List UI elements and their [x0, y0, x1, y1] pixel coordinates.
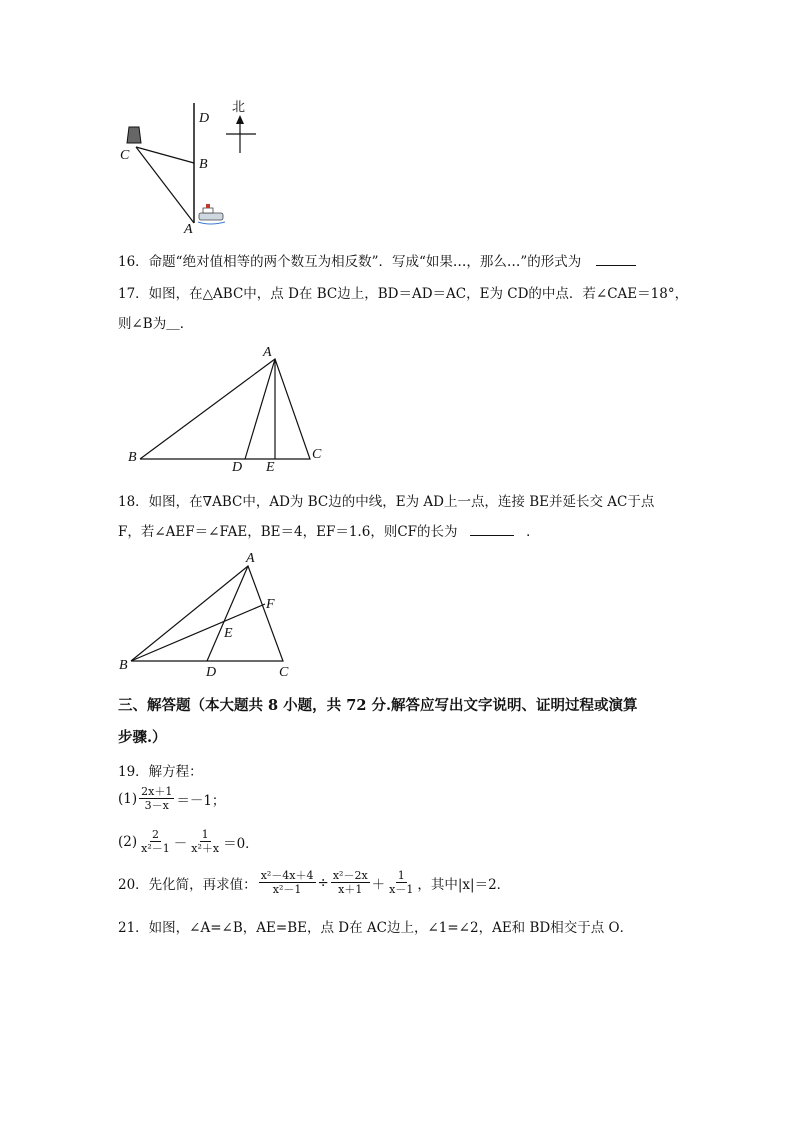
label-e: E: [266, 460, 275, 475]
part-1-label: (1): [118, 790, 138, 807]
label-c: C: [120, 148, 130, 163]
label-f: F: [266, 597, 275, 612]
segment-ca: [136, 147, 194, 223]
fraction-2a-denominator: x²－1: [141, 842, 170, 855]
label-d: D: [232, 460, 243, 475]
fraction-20c: [387, 869, 415, 896]
fraction-2b-numerator: 1: [201, 828, 209, 841]
label-c: C: [312, 447, 322, 462]
fraction-20a-denominator: x²－1: [272, 883, 302, 896]
north-label: 北: [232, 100, 246, 115]
question-18-line2: [118, 520, 540, 540]
lighthouse-icon: [127, 127, 141, 143]
fraction-2a: [139, 828, 172, 855]
fraction-20c-numerator: 1: [397, 869, 405, 882]
label-b: B: [199, 157, 208, 172]
segment-cb: [136, 147, 194, 163]
section-3-heading-line1: 三、解答题（本大题共 8 小题，共 72 分.解答应写出文字说明、证明过程或演算: [118, 697, 638, 714]
label-a: A: [184, 222, 193, 235]
label-a: A: [246, 551, 255, 566]
label-d: D: [206, 665, 217, 680]
triangle-abc: [140, 359, 310, 459]
segment-ad: [245, 359, 275, 459]
label-b: B: [119, 658, 128, 673]
part-1-rhs: ＝－1；: [176, 792, 226, 809]
divide-sign: ÷: [317, 874, 329, 891]
fraction-2b: [189, 828, 221, 855]
label-c: C: [279, 665, 289, 680]
fraction-20b-numerator: x²－2x: [332, 869, 368, 882]
question-16-text: 16．命题“绝对值相等的两个数互为相反数”．写成“如果…，那么…”的形式为: [118, 254, 582, 270]
fraction-20b: [331, 869, 370, 896]
label-e: E: [224, 626, 233, 641]
question-19-part2: [118, 828, 259, 855]
fraction-2b-denominator: x²＋x: [191, 842, 220, 855]
answer-blank-18[interactable]: [470, 523, 514, 536]
question-20: [118, 869, 510, 896]
question-17-line2: 则∠B为＿．: [118, 316, 194, 332]
answer-blank-16[interactable]: [596, 253, 636, 266]
north-arrow-icon: [226, 115, 256, 153]
triangle-abc: [131, 566, 283, 661]
part-2-rhs: ＝0．: [223, 835, 259, 852]
fraction-1: [139, 785, 174, 812]
part-2-label: (2): [118, 833, 138, 850]
fraction-1-numerator: 2x＋1: [141, 785, 173, 798]
segment-bf: [131, 604, 265, 661]
fraction-20c-denominator: x－1: [389, 883, 414, 896]
fraction-1-denominator: 3－x: [144, 799, 169, 812]
label-d: D: [199, 111, 210, 126]
question-20-prefix: 20．先化简，再求值：: [118, 876, 257, 893]
ship-icon: [198, 204, 225, 224]
triangle-figure-17: [120, 340, 340, 475]
plus-sign: ＋: [371, 876, 386, 893]
question-17-line1: 17．如图，在△ABC中，点 D在 BC边上，BD＝AD＝AC，E为 CD的中点．若∠CAE＝18°，: [118, 286, 689, 302]
lighthouse-figure: [110, 95, 280, 235]
question-18-text: F，若∠AEF＝∠FAE，BE＝4，EF＝1.6，则CF的长为: [118, 524, 458, 540]
fraction-2a-numerator: 2: [151, 828, 159, 841]
section-3-heading-line2: 步骤.）: [118, 729, 167, 746]
question-19-title: 19．解方程：: [118, 764, 203, 780]
question-18-line1: 18．如图，在∇ABC中，AD为 BC边的中线，E为 AD上一点，连接 BE并延长交 AC于点: [118, 494, 655, 510]
label-b: B: [128, 450, 137, 465]
fraction-20a-numerator: x²－4x＋4: [260, 869, 314, 882]
question-18-end: ．: [526, 524, 540, 540]
question-19-part1: [118, 785, 225, 812]
minus-sign: －: [173, 835, 188, 852]
question-20-suffix: ，其中|x|＝2．: [417, 876, 511, 893]
question-16: [118, 250, 636, 270]
triangle-figure-18: [115, 548, 305, 683]
fraction-20a: [259, 869, 316, 896]
label-a: A: [263, 345, 272, 360]
question-21: 21．如图，∠A=∠B，AE=BE，点 D在 AC边上，∠1=∠2，AE和 BD相交于点 O．: [118, 920, 634, 936]
fraction-20b-denominator: x＋1: [338, 883, 363, 896]
